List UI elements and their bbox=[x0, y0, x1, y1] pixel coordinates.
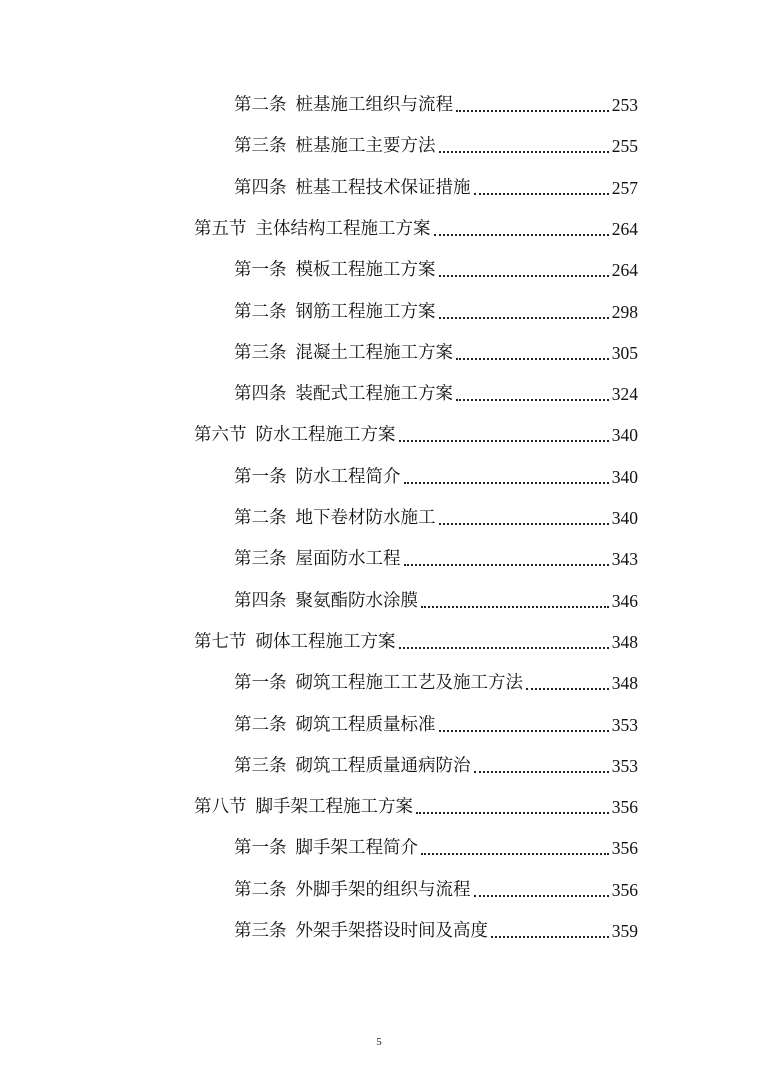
dot-leader bbox=[404, 482, 609, 484]
toc-entry-title: 主体结构工程施工方案 bbox=[255, 218, 431, 239]
dot-leader bbox=[474, 895, 609, 897]
toc-entry-number: 第一条 bbox=[234, 838, 287, 859]
toc-entry-page: 324 bbox=[611, 384, 638, 405]
toc-entry-number: 第四条 bbox=[234, 384, 287, 405]
toc-entry-title: 砌筑工程质量标准 bbox=[295, 714, 436, 735]
dot-leader bbox=[456, 110, 609, 112]
toc-article-entry[interactable] bbox=[234, 90, 638, 120]
dot-leader bbox=[404, 564, 609, 566]
dot-leader bbox=[434, 234, 609, 236]
toc-article-entry[interactable] bbox=[234, 255, 638, 285]
toc-entry-number: 第三条 bbox=[234, 921, 287, 941]
toc-entry-number: 第一条 bbox=[234, 466, 287, 487]
toc-entry-page: 264 bbox=[611, 260, 638, 281]
toc-entry-number: 第二条 bbox=[234, 714, 287, 735]
page-number: 5 bbox=[376, 1036, 382, 1048]
toc-entry-title: 外架手架搭设时间及高度 bbox=[295, 921, 488, 941]
toc-entry-title: 砌体工程施工方案 bbox=[255, 631, 396, 652]
dot-leader bbox=[456, 358, 609, 360]
toc-entry-title: 桩基施工组织与流程 bbox=[295, 95, 453, 115]
toc-entry-number: 第七节 bbox=[194, 631, 247, 652]
toc-article-entry[interactable] bbox=[234, 710, 638, 740]
toc-entry-page: 255 bbox=[611, 136, 638, 157]
toc-entry-page: 346 bbox=[611, 590, 638, 611]
toc-entry-number: 第四条 bbox=[234, 177, 287, 198]
toc-article-entry[interactable] bbox=[234, 338, 638, 368]
toc-entry-title: 桩基施工主要方法 bbox=[295, 136, 436, 157]
toc-entry-number: 第三条 bbox=[234, 136, 287, 157]
toc-entry-page: 348 bbox=[611, 631, 638, 652]
toc-entry-page: 356 bbox=[611, 838, 638, 859]
toc-entry-page: 356 bbox=[611, 797, 638, 818]
toc-article-entry[interactable] bbox=[234, 297, 638, 327]
toc-entry-page: 298 bbox=[611, 301, 638, 322]
toc-entry-title: 脚手架工程施工方案 bbox=[255, 797, 413, 818]
toc-entry-page: 340 bbox=[611, 425, 638, 446]
toc-entry-title: 砌筑工程施工工艺及施工方法 bbox=[295, 673, 523, 694]
dot-leader bbox=[399, 647, 609, 649]
dot-leader bbox=[474, 771, 609, 773]
toc-entry-title: 防水工程简介 bbox=[295, 466, 401, 487]
dot-leader bbox=[456, 399, 609, 401]
dot-leader bbox=[526, 688, 609, 690]
toc-article-entry[interactable] bbox=[234, 875, 638, 905]
toc-entry-title: 装配式工程施工方案 bbox=[295, 384, 453, 405]
toc-entry-title: 混凝土工程施工方案 bbox=[295, 342, 453, 363]
toc-entry-number: 第三条 bbox=[234, 549, 287, 570]
toc-entry-page: 340 bbox=[611, 508, 638, 528]
toc-article-entry[interactable] bbox=[234, 916, 638, 946]
dot-leader bbox=[416, 812, 609, 814]
toc-entry-title: 模板工程施工方案 bbox=[295, 260, 436, 281]
dot-leader bbox=[439, 523, 609, 525]
dot-leader bbox=[439, 730, 609, 732]
toc-entry-page: 264 bbox=[611, 218, 638, 239]
toc-article-entry[interactable] bbox=[234, 131, 638, 161]
toc-entry-number: 第二条 bbox=[234, 879, 287, 900]
toc-section-entry[interactable] bbox=[194, 627, 638, 657]
dot-leader bbox=[439, 151, 609, 153]
toc-entry-title: 防水工程施工方案 bbox=[255, 425, 396, 446]
toc-entry-number: 第一条 bbox=[234, 260, 287, 281]
toc-entry-page: 359 bbox=[611, 921, 638, 941]
dot-leader bbox=[439, 275, 609, 277]
toc-article-entry[interactable] bbox=[234, 833, 638, 863]
toc-entry-number: 第四条 bbox=[234, 590, 287, 611]
toc-article-entry[interactable] bbox=[234, 462, 638, 492]
toc-section-entry[interactable] bbox=[194, 214, 638, 244]
toc-article-entry[interactable] bbox=[234, 544, 638, 574]
dot-leader bbox=[474, 193, 609, 195]
toc-entry-page: 305 bbox=[611, 342, 638, 363]
toc-article-entry[interactable] bbox=[234, 379, 638, 409]
toc-entry-page: 348 bbox=[611, 673, 638, 694]
toc-entry-title: 聚氨酯防水涂膜 bbox=[295, 590, 418, 611]
toc-entry-page: 257 bbox=[611, 177, 638, 198]
toc-section-entry[interactable] bbox=[194, 420, 638, 450]
toc-entry-page: 340 bbox=[611, 466, 638, 487]
toc-entry-number: 第八节 bbox=[194, 797, 247, 818]
toc-article-entry[interactable] bbox=[234, 586, 638, 616]
toc-entry-title: 脚手架工程简介 bbox=[295, 838, 418, 859]
dot-leader bbox=[399, 440, 609, 442]
dot-leader bbox=[421, 606, 609, 608]
toc-entry-number: 第三条 bbox=[234, 342, 287, 363]
toc-entry-number: 第一条 bbox=[234, 673, 287, 694]
toc-entry-title: 桩基工程技术保证措施 bbox=[295, 177, 471, 198]
toc-entry-page: 353 bbox=[611, 714, 638, 735]
toc-entry-page: 353 bbox=[611, 755, 638, 776]
dot-leader bbox=[491, 936, 609, 938]
toc-entry-number: 第二条 bbox=[234, 508, 287, 528]
toc-article-entry[interactable] bbox=[234, 668, 638, 698]
toc-entry-title: 地下卷材防水施工 bbox=[295, 508, 436, 528]
toc-article-entry[interactable] bbox=[234, 503, 638, 533]
toc-entry-page: 343 bbox=[611, 549, 638, 570]
toc-entry-page: 356 bbox=[611, 879, 638, 900]
dot-leader bbox=[439, 317, 609, 319]
toc-entry-title: 钢筋工程施工方案 bbox=[295, 301, 436, 322]
toc-entry-page: 253 bbox=[611, 95, 638, 115]
toc-entry-title: 外脚手架的组织与流程 bbox=[295, 879, 471, 900]
toc-article-entry[interactable] bbox=[234, 751, 638, 781]
toc-entry-title: 屋面防水工程 bbox=[295, 549, 401, 570]
toc-entry-number: 第六节 bbox=[194, 425, 247, 446]
toc-entry-number: 第二条 bbox=[234, 301, 287, 322]
dot-leader bbox=[421, 853, 609, 855]
toc-entry-number: 第五节 bbox=[194, 218, 247, 239]
toc-entry-title: 砌筑工程质量通病防治 bbox=[295, 755, 471, 776]
toc-entry-number: 第三条 bbox=[234, 755, 287, 776]
toc-article-entry[interactable] bbox=[234, 173, 638, 203]
toc-section-entry[interactable] bbox=[194, 792, 638, 822]
toc-entry-number: 第二条 bbox=[234, 95, 287, 115]
